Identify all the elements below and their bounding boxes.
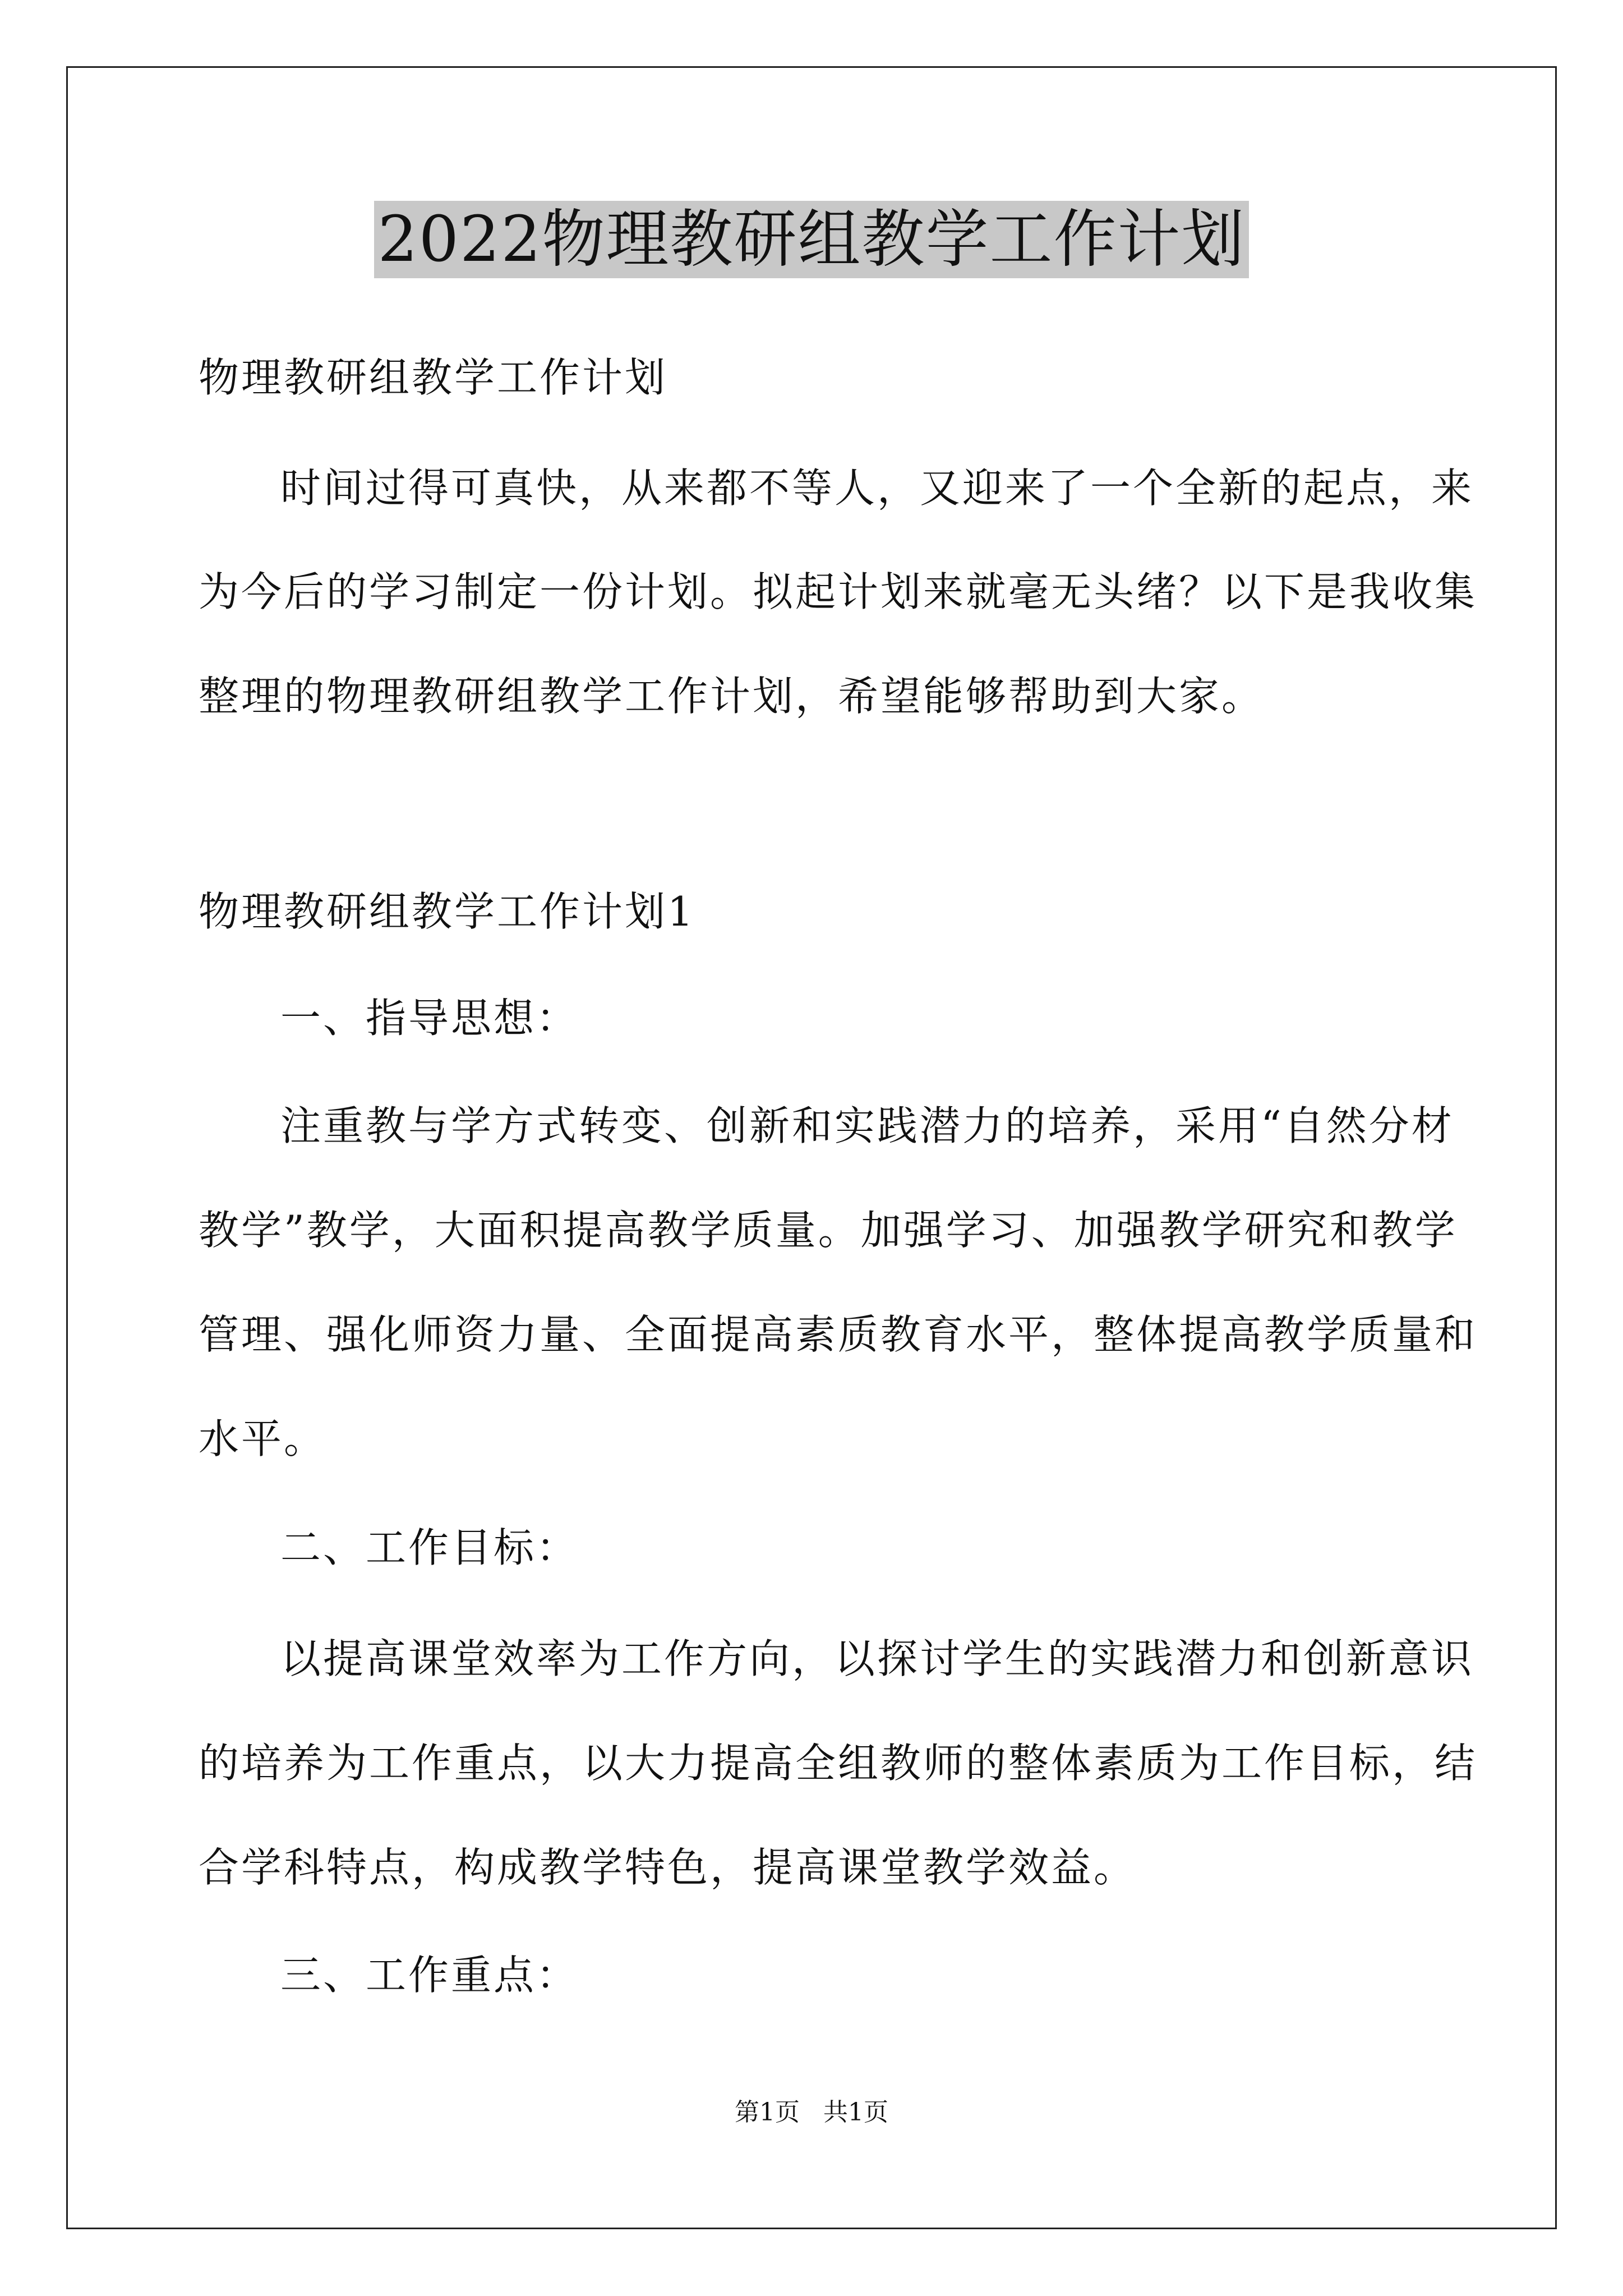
- document-title: 2022物理教研组教学工作计划: [374, 201, 1248, 278]
- para1-line-3: 管理、强化师资力量、全面提高素质教育水平，整体提高教学质量和: [199, 1311, 1478, 1358]
- para2-line-2: 的培养为工作重点，以大力提高全组教师的整体素质为工作目标，结: [199, 1740, 1478, 1787]
- para2-line-1: 以提高课堂效率为工作方向，以探讨学生的实践潜力和创新意识: [280, 1635, 1474, 1682]
- para1-line-4: 水平。: [199, 1415, 327, 1462]
- intro-line-2: 为今后的学习制定一份计划。拟起计划来就毫无头绪？以下是我收集: [199, 568, 1478, 615]
- para1-line-2: 教学”教学，大面积提高教学质量。加强学习、加强教学研究和教学: [199, 1207, 1458, 1254]
- para2-line-3: 合学科特点，构成教学特色，提高课堂教学效益。: [199, 1844, 1137, 1891]
- intro-line-1: 时间过得可真快，从来都不等人，又迎来了一个全新的起点，来: [280, 464, 1474, 512]
- heading-guiding-thought: 一、指导思想：: [280, 995, 579, 1042]
- subtitle: 物理教研组教学工作计划: [199, 354, 668, 401]
- intro-line-3: 整理的物理教研组教学工作计划，希望能够帮助到大家。: [199, 673, 1265, 720]
- heading-work-goal: 二、工作目标：: [280, 1524, 579, 1571]
- title-container: [0, 201, 1623, 278]
- para1-line-1: 注重教与学方式转变、创新和实践潜力的培养，采用“自然分材: [280, 1102, 1454, 1149]
- heading-work-focus: 三、工作重点：: [280, 1952, 579, 1999]
- section-title: 物理教研组教学工作计划1: [199, 888, 695, 935]
- page-footer: 第1页 共1页: [735, 2098, 888, 2127]
